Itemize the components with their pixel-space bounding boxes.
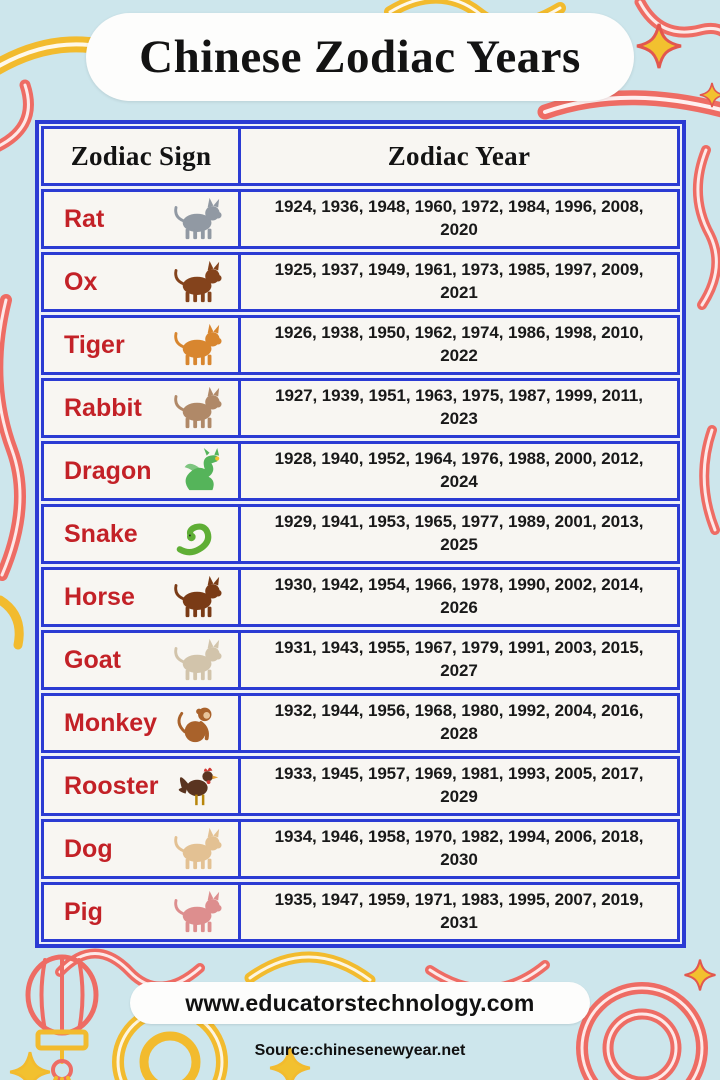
source-text: Source:chinesenewyear.net	[254, 1042, 466, 1059]
zodiac-sign-label: Rat	[64, 204, 105, 233]
zodiac-sign-cell	[44, 885, 241, 939]
zodiac-sign-label: Rabbit	[64, 393, 142, 422]
zodiac-years: 1929, 1941, 1953, 1965, 1977, 1989, 2001, 2013, 2025	[274, 512, 644, 554]
rat-icon	[172, 196, 226, 242]
zodiac-sign-cell	[44, 192, 241, 246]
zodiac-sign-cell	[44, 696, 241, 750]
dragon-icon	[172, 448, 226, 494]
rooster-icon	[172, 763, 226, 809]
ox-icon	[172, 259, 226, 305]
zodiac-years: 1926, 1938, 1950, 1962, 1974, 1986, 1998, 2010, 2022	[274, 323, 644, 365]
zodiac-sign-cell	[44, 381, 241, 435]
zodiac-years: 1932, 1944, 1956, 1968, 1980, 1992, 2004, 2016, 2028	[274, 701, 644, 743]
table-row	[41, 189, 680, 249]
title-banner	[86, 13, 634, 101]
tiger-icon	[172, 322, 226, 368]
table-row	[41, 630, 680, 690]
zodiac-sign-cell	[44, 507, 241, 561]
table-row	[41, 315, 680, 375]
zodiac-sign-label: Tiger	[64, 330, 125, 359]
table-row	[41, 504, 680, 564]
horse-icon	[172, 574, 226, 620]
zodiac-sign-cell	[44, 759, 241, 813]
zodiac-years: 1934, 1946, 1958, 1970, 1982, 1994, 2006, 2018, 2030	[274, 827, 644, 869]
zodiac-sign-label: Dragon	[64, 456, 152, 485]
zodiac-sign-cell	[44, 633, 241, 687]
website-text: www.educatorstechnology.com	[185, 989, 535, 1016]
zodiac-sign-label: Rooster	[64, 771, 159, 800]
table-row	[41, 819, 680, 879]
zodiac-sign-label: Horse	[64, 582, 135, 611]
header-zodiac-year: Zodiac Year	[387, 140, 531, 171]
zodiac-sign-label: Pig	[64, 897, 103, 926]
zodiac-sign-cell	[44, 318, 241, 372]
header-zodiac-sign: Zodiac Sign	[44, 129, 241, 183]
zodiac-sign-label: Goat	[64, 645, 121, 674]
table-header-row	[41, 126, 680, 186]
monkey-icon	[172, 700, 226, 746]
rabbit-icon	[172, 385, 226, 431]
zodiac-years: 1930, 1942, 1954, 1966, 1978, 1990, 2002, 2014, 2026	[274, 575, 644, 617]
zodiac-sign-label: Ox	[64, 267, 98, 296]
table-row	[41, 441, 680, 501]
table-row	[41, 252, 680, 312]
zodiac-years: 1928, 1940, 1952, 1964, 1976, 1988, 2000, 2012, 2024	[274, 449, 644, 491]
zodiac-years: 1935, 1947, 1959, 1971, 1983, 1995, 2007, 2019, 2031	[274, 890, 644, 932]
table-row	[41, 882, 680, 942]
zodiac-years: 1925, 1937, 1949, 1961, 1973, 1985, 1997, 2009, 2021	[274, 260, 644, 302]
zodiac-sign-label: Snake	[64, 519, 138, 548]
pig-icon	[172, 889, 226, 935]
zodiac-sign-cell	[44, 570, 241, 624]
zodiac-years: 1924, 1936, 1948, 1960, 1972, 1984, 1996, 2008, 2020	[274, 197, 644, 239]
table-row	[41, 378, 680, 438]
zodiac-sign-label: Monkey	[64, 708, 158, 737]
page-title: Chinese Zodiac Years	[139, 31, 581, 83]
zodiac-years: 1927, 1939, 1951, 1963, 1975, 1987, 1999, 2011, 2023	[275, 386, 643, 428]
table-row	[41, 693, 680, 753]
table-row	[41, 567, 680, 627]
goat-icon	[172, 637, 226, 683]
zodiac-sign-label: Dog	[64, 834, 113, 863]
table-row	[41, 756, 680, 816]
zodiac-years: 1931, 1943, 1955, 1967, 1979, 1991, 2003, 2015, 2027	[274, 638, 644, 680]
zodiac-sign-cell	[44, 822, 241, 876]
zodiac-sign-cell	[44, 444, 241, 498]
zodiac-sign-cell	[44, 255, 241, 309]
dog-icon	[172, 826, 226, 872]
website-banner	[130, 982, 590, 1024]
zodiac-table	[35, 120, 686, 948]
zodiac-years: 1933, 1945, 1957, 1969, 1981, 1993, 2005, 2017, 2029	[274, 764, 644, 806]
snake-icon	[172, 511, 226, 557]
